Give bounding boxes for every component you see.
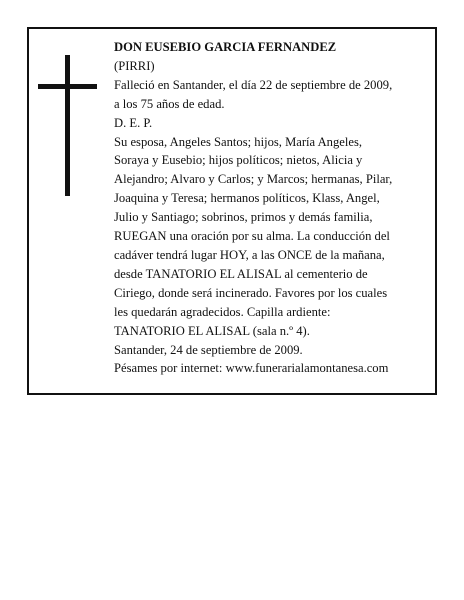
text-line: Santander, 24 de septiembre de 2009. bbox=[114, 342, 303, 357]
text-line: Ciriego, donde será incinerado. Favores por los cuales bbox=[114, 285, 388, 300]
text-line: a los 75 años de edad. bbox=[114, 96, 225, 111]
text-line: RUEGAN una oración por su alma. La conducción del bbox=[114, 229, 390, 244]
cross-icon bbox=[65, 55, 70, 196]
text-line: desde TANATORIO EL ALISAL al cementerio de bbox=[114, 266, 368, 281]
deceased-name: DON EUSEBIO GARCIA FERNANDEZ bbox=[114, 40, 337, 54]
text-line: Falleció en Santander, el día 22 de septiembre de 2009, bbox=[114, 77, 393, 92]
deceased-nickname: (PIRRI) bbox=[114, 58, 155, 73]
text-line: Joaquina y Teresa; hermanos políticos, Klass, Angel, bbox=[114, 191, 380, 206]
text-line: cadáver tendrá lugar HOY, a las ONCE de la mañana, bbox=[114, 247, 385, 262]
text-line: TANATORIO EL ALISAL (sala n.º 4). bbox=[114, 323, 310, 338]
text-line: D. E. P. bbox=[114, 115, 153, 130]
text-line: Su esposa, Angeles Santos; hijos, María Angeles, bbox=[114, 134, 363, 149]
obituary-text bbox=[114, 38, 424, 378]
text-line: Pésames por internet: www.funerarialamontanesa.com bbox=[114, 361, 389, 376]
cross-icon-crossbar bbox=[38, 84, 97, 89]
text-line: Soraya y Eusebio; hijos políticos; nietos, Alicia y bbox=[114, 153, 363, 168]
text-line: les quedarán agradecidos. Capilla ardiente: bbox=[114, 304, 331, 319]
text-line: Alejandro; Alvaro y Carlos; y Marcos; hermanas, Pilar, bbox=[114, 172, 393, 187]
text-line: Julio y Santiago; sobrinos, primos y demás familia, bbox=[114, 210, 373, 225]
